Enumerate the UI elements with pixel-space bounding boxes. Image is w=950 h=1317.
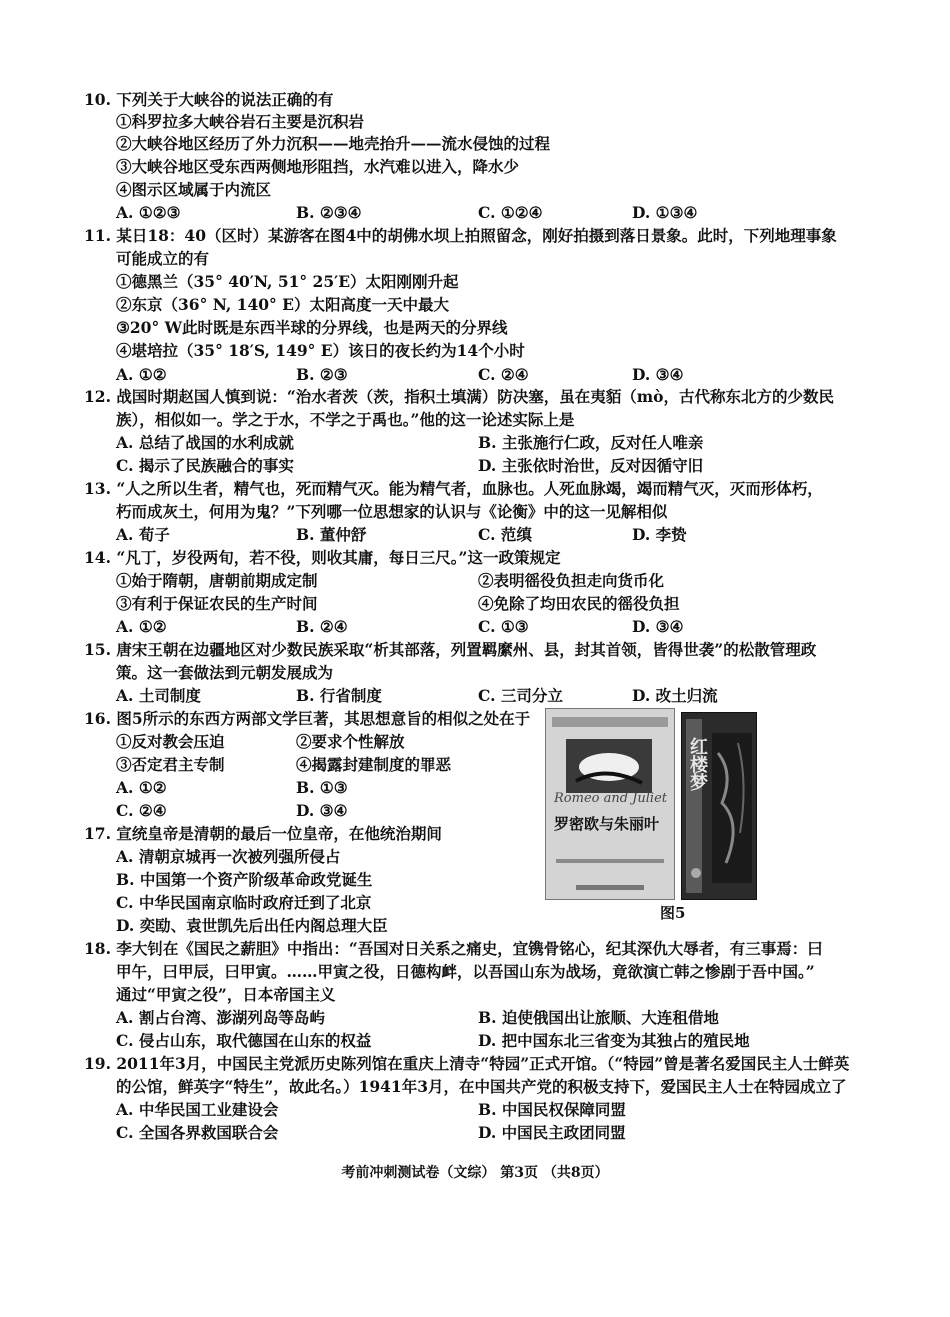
q11-item-1: ①德黑兰（35° 40′N, 51° 25′E）太阳刚刚升起 xyxy=(116,272,459,291)
q11-item-2: ②东京（36° N, 140° E）太阳高度一天中最大 xyxy=(116,295,450,314)
q16-item-1: ①反对教会压迫 xyxy=(116,732,225,751)
q16-option-b: B. ①③ xyxy=(296,778,348,797)
q16-item-2: ②要求个性解放 xyxy=(296,732,405,751)
figure-5 xyxy=(545,708,755,900)
q16-option-a: A. ①② xyxy=(116,778,167,797)
q17-option-c: C. 中华民国南京临时政府迁到了北京 xyxy=(116,893,372,912)
q18-stem-1: 18. 李大钊在《国民之薪胆》中指出：“吾国对日关系之痛史，宜镌骨铭心，纪其深仇大辱者，有三事焉：曰 xyxy=(84,939,823,958)
q14-option-c: C. ①③ xyxy=(478,617,529,636)
q10-item-4: ④图示区域属于内流区 xyxy=(116,180,272,199)
q10-item-1: ①科罗拉多大峡谷岩石主要是沉积岩 xyxy=(116,112,365,131)
cover1-english-title: Romeo and Juliet xyxy=(554,791,667,806)
q14-option-d: D. ③④ xyxy=(632,617,684,636)
q16-option-c: C. ②④ xyxy=(116,801,167,820)
q18-stem-3: 通过“甲寅之役”，日本帝国主义 xyxy=(116,985,336,1004)
q12-option-c: C. 揭示了民族融合的事实 xyxy=(116,456,294,475)
q11-stem-1: 11. 某日18：40（区时）某游客在图4中的胡佛水坝上拍照留念，刚好拍摄到落日景象。此时，下列地理事象 xyxy=(84,226,837,245)
q18-option-a: A. 割占台湾、澎湖列岛等岛屿 xyxy=(116,1008,325,1027)
q14-option-a: A. ①② xyxy=(116,617,167,636)
q18-option-b: B. 迫使俄国出让旅顺、大连租借地 xyxy=(478,1008,719,1027)
q16-option-d: D. ③④ xyxy=(296,801,348,820)
figure-5-caption: 图5 xyxy=(660,904,686,922)
q13-stem-2: 朽而成灰土，何用为鬼？”下列哪一位思想家的认识与《论衡》中的这一见解相似 xyxy=(116,502,668,521)
q11-item-3: ③20° W此时既是东西半球的分界线，也是两天的分界线 xyxy=(116,318,508,337)
q12-option-a: A. 总结了战国的水利成就 xyxy=(116,433,294,452)
page-footer: 考前冲刺测试卷（文综） 第3页 （共8页） xyxy=(341,1165,609,1181)
q15-option-d: D. 改土归流 xyxy=(632,686,718,705)
q11-option-a: A. ①② xyxy=(116,365,167,384)
cover2-title: 红楼梦 xyxy=(687,737,708,791)
q10-option-b: B. ②③④ xyxy=(296,203,362,222)
q12-option-b: B. 主张施行仁政，反对任人唯亲 xyxy=(478,433,704,452)
q14-item-4: ④免除了均田农民的徭役负担 xyxy=(478,594,680,613)
q11-option-b: B. ②③ xyxy=(296,365,348,384)
q10-option-d: D. ①③④ xyxy=(632,203,698,222)
q15-stem-2: 策。这一套做法到元朝发展成为 xyxy=(116,663,334,682)
q17-stem: 17. 宣统皇帝是清朝的最后一位皇帝，在他统治期间 xyxy=(84,824,442,843)
romeo-juliet-cover xyxy=(545,708,675,900)
q14-option-b: B. ②④ xyxy=(296,617,348,636)
q12-stem-2: 族），相似如一。学之于水，不学之于禹也。”他的这一论述实际上是 xyxy=(116,410,575,429)
q19-stem-1: 19. 2011年3月，中国民主党派历史陈列馆在重庆上清寺“特园”正式开馆。（“特园”曾是著名爱国民主人士鲜英 xyxy=(84,1054,850,1073)
q15-option-c: C. 三司分立 xyxy=(478,686,563,705)
q10-option-a: A. ①②③ xyxy=(116,203,181,222)
q16-item-4: ④揭露封建制度的罪恶 xyxy=(296,755,452,774)
q14-item-2: ②表明徭役负担走向货币化 xyxy=(478,571,665,590)
q19-option-c: C. 全国各界救国联合会 xyxy=(116,1123,279,1142)
q12-stem-1: 12. 战国时期赵国人慎到说：“治水者茨（茨，指积土填满）防决塞，虽在夷貊（mò，古代称东北方的少数民 xyxy=(84,387,835,406)
q10-item-3: ③大峡谷地区受东西两侧地形阻挡，水汽难以进入，降水少 xyxy=(116,157,520,176)
q14-stem: 14. “凡丁，岁役两旬，若不役，则收其庸，每日三尺。”这一政策规定 xyxy=(84,548,561,567)
q16-stem: 16. 图5所示的东西方两部文学巨著，其思想意旨的相似之处在于 xyxy=(84,709,531,728)
q16-item-3: ③否定君主专制 xyxy=(116,755,225,774)
q10-item-2: ②大峡谷地区经历了外力沉积——地壳抬升——流水侵蚀的过程 xyxy=(116,134,551,153)
q13-option-b: B. 董仲舒 xyxy=(296,525,367,544)
q17-option-b: B. 中国第一个资产阶级革命政党诞生 xyxy=(116,870,373,889)
q18-option-d: D. 把中国东北三省变为其独占的殖民地 xyxy=(478,1031,750,1050)
q19-option-b: B. 中国民权保障同盟 xyxy=(478,1100,626,1119)
q18-option-c: C. 侵占山东，取代德国在山东的权益 xyxy=(116,1031,372,1050)
cover1-chinese-title: 罗密欧与朱丽叶 xyxy=(554,815,660,833)
q11-stem-2: 可能成立的有 xyxy=(116,249,210,268)
q11-item-4: ④堪培拉（35° 18′S, 149° E）该日的夜长约为14个小时 xyxy=(116,341,525,360)
q17-option-d: D. 奕劻、袁世凯先后出任内阁总理大臣 xyxy=(116,916,388,935)
q15-option-b: B. 行省制度 xyxy=(296,686,382,705)
q19-stem-2: 的公馆，鲜英字“特生”，故此名。）1941年3月，在中国共产党的积极支持下，爱国民主人士在特园成立了 xyxy=(116,1077,847,1096)
q15-option-a: A. 土司制度 xyxy=(116,686,201,705)
q11-option-d: D. ③④ xyxy=(632,365,684,384)
q13-option-d: D. 李贽 xyxy=(632,525,687,544)
q14-item-3: ③有利于保证农民的生产时间 xyxy=(116,594,318,613)
q11-option-c: C. ②④ xyxy=(478,365,529,384)
q13-stem-1: 13. “人之所以生者，精气也，死而精气灭。能为精气者，血脉也。人死血脉竭，竭而精气灭，灭而形体朽， xyxy=(84,479,823,498)
q13-option-c: C. 范缜 xyxy=(478,525,532,544)
q18-stem-2: 甲午，曰甲辰，曰甲寅。……甲寅之役，日德构衅，以吾国山东为战场，竟欲演亡韩之惨剧于吾中国。” xyxy=(116,962,815,981)
q12-option-d: D. 主张依时治世，反对因循守旧 xyxy=(478,456,704,475)
q15-stem-1: 15. 唐宋王朝在边疆地区对少数民族采取“析其部落，列置羁縻州、县，封其首领，皆得世袭”的松散管理政 xyxy=(84,640,817,659)
q13-option-a: A. 荀子 xyxy=(116,525,170,544)
q10-option-c: C. ①②④ xyxy=(478,203,543,222)
q14-item-1: ①始于隋朝，唐朝前期成定制 xyxy=(116,571,318,590)
q19-option-d: D. 中国民主政团同盟 xyxy=(478,1123,626,1142)
q19-option-a: A. 中华民国工业建设会 xyxy=(116,1100,279,1119)
q17-option-a: A. 清朝京城再一次被列强所侵占 xyxy=(116,847,341,866)
q10-stem: 10. 下列关于大峡谷的说法正确的有 xyxy=(84,90,334,109)
hongloumeng-cover xyxy=(681,712,757,900)
